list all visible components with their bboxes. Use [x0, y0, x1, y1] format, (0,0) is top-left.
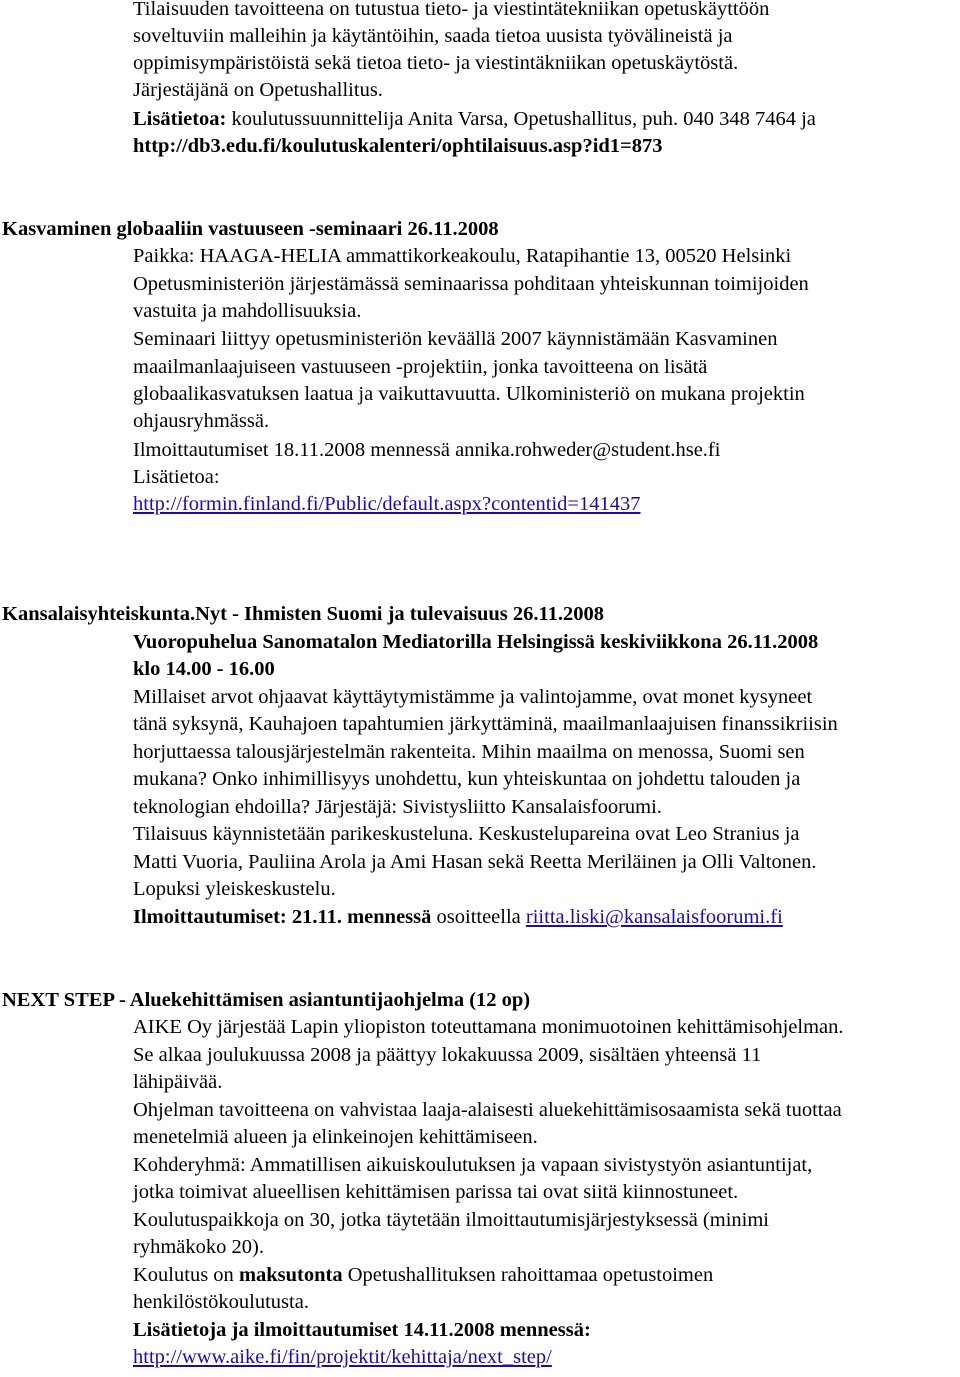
intro-text-line: Järjestäjänä on Opetushallitus.: [133, 79, 383, 101]
event3-text-line: AIKE Oy järjestää Lapin yliopiston toteuttamana monimuotoinen kehittämisohjelman.: [133, 1016, 844, 1038]
intro-text-line: oppimisympäristöistä sekä tietoa tieto- ja viestintäkniikan opetuskäytöstä.: [133, 52, 739, 74]
event3-text-line: henkilöstökoulutusta.: [133, 1291, 309, 1313]
event2-title: Kansalaisyhteiskunta.Nyt - Ihmisten Suomi ja tulevaisuus 26.11.2008: [2, 603, 605, 625]
event1-link[interactable]: http://formin.finland.fi/Public/default.aspx?contentid=141437: [133, 493, 641, 515]
event2-registration: [133, 904, 783, 931]
event2-text-line: teknologian ehdoilla? Järjestäjä: Sivistysliitto Kansalaisfoorumi.: [133, 796, 662, 818]
event1-text-line: globaalikasvatuksen laatua ja vaikuttavuutta. Ulkoministeriö on mukana projektin: [133, 383, 805, 405]
event2-text-line: mukana? Onko inhimillisyys unohdettu, kun yhteiskuntaa on johdettu talouden ja: [133, 768, 801, 790]
event3-registration: Lisätietoja ja ilmoittautumiset 14.11.2008 mennessä:: [133, 1319, 591, 1341]
event2-registration-label: Ilmoittautumiset: 21.11. mennessä: [133, 906, 432, 928]
event2-text-line: Lopuksi yleiskeskustelu.: [133, 878, 336, 900]
event3-text-line: Ohjelman tavoitteena on vahvistaa laaja-alaisesti aluekehittämisosaamista sekä tuottaa: [133, 1099, 842, 1121]
event1-text-line: maailmanlaajuiseen vastuuseen -projektiin, jonka tavoitteena on lisätä: [133, 356, 708, 378]
event3-cost-text: Koulutus on: [133, 1264, 239, 1286]
event1-info-label: Lisätietoa:: [133, 466, 220, 488]
event2-text-line: Millaiset arvot ohjaavat käyttäytymistämme ja valintojamme, ovat monet kysyneet: [133, 686, 813, 708]
event2-text-line: horjuttaessa talousjärjestelmän rakenteita. Mihin maailma on menossa, Suomi sen: [133, 741, 805, 763]
event3-text-line: Kohderyhmä: Ammatillisen aikuiskoulutuksen ja vapaan sivistystyön asiantuntijat,: [133, 1154, 813, 1176]
event3-cost-text-rest: Opetushallituksen rahoittamaa opetustoimen: [342, 1264, 714, 1286]
event3-text-line: ryhmäkoko 20).: [133, 1236, 264, 1258]
intro-link[interactable]: http://db3.edu.fi/koulutuskalenteri/ophtilaisuus.asp?id1=873: [133, 135, 663, 157]
event3-text-line: jotka toimivat alueellisen kehittämisen parissa tai ovat siitä kiinnostuneet.: [133, 1181, 739, 1203]
event1-text-line: vastuita ja mahdollisuuksia.: [133, 300, 362, 322]
event2-email-link[interactable]: riitta.liski@kansalaisfoorumi.fi: [525, 906, 783, 928]
intro-info-line: [133, 106, 816, 133]
event2-subtitle: klo 14.00 - 16.00: [133, 658, 275, 680]
event2-text-line: tänä syksynä, Kauhajoen tapahtumien järkyttäminä, maailmanlaajuisen finanssikriisin: [133, 713, 838, 735]
intro-text-line: Tilaisuuden tavoitteena on tutustua tieto- ja viestintätekniikan opetuskäyttöön: [133, 0, 770, 20]
event1-text-line: Seminaari liittyy opetusministeriön keväällä 2007 käynnistämään Kasvaminen: [133, 328, 778, 350]
event3-title: NEXT STEP - Aluekehittämisen asiantuntijaohjelma (12 op): [2, 989, 531, 1011]
event2-text-line: Tilaisuus käynnistetään parikeskusteluna. Keskustelupareina ovat Leo Stranius ja: [133, 823, 800, 845]
event2-text-line: Matti Vuoria, Pauliina Arola ja Ami Hasan sekä Reetta Meriläinen ja Olli Valtonen.: [133, 851, 817, 873]
event3-text-line: Se alkaa joulukuussa 2008 ja päättyy lokakuussa 2009, sisältäen yhteensä 11: [133, 1044, 762, 1066]
event3-text-line: lähipäivää.: [133, 1071, 223, 1093]
event1-text-line: Opetusministeriön järjestämässä seminaarissa pohditaan yhteiskunnan toimijoiden: [133, 273, 809, 295]
event3-cost-bold: maksutonta: [238, 1264, 343, 1286]
event1-title: Kasvaminen globaaliin vastuuseen -seminaari 26.11.2008: [2, 218, 499, 240]
event2-subtitle: Vuoropuhelua Sanomatalon Mediatorilla Helsingissä keskiviikkona 26.11.2008: [133, 631, 819, 653]
event1-registration: Ilmoittautumiset 18.11.2008 mennessä annika.rohweder@student.hse.fi: [133, 439, 721, 461]
event3-text-line: Koulutuspaikkoja on 30, jotka täytetään ilmoittautumisjärjestyksessä (minimi: [133, 1209, 769, 1231]
event3-link[interactable]: http://www.aike.fi/fin/projektit/kehittaja/next_step/: [133, 1346, 552, 1368]
event3-text-line: [133, 1262, 713, 1289]
intro-info-label: Lisätietoa:: [133, 108, 227, 130]
event2-registration-text: osoitteella: [431, 906, 526, 928]
intro-info-text: koulutussuunnittelija Anita Varsa, Opetushallitus, puh. 040 348 7464 ja: [226, 108, 816, 130]
event1-text-line: Paikka: HAAGA-HELIA ammattikorkeakoulu, Ratapihantie 13, 00520 Helsinki: [133, 245, 792, 267]
intro-text-line: soveltuviin malleihin ja käytäntöihin, saada tietoa uusista työvälineistä ja: [133, 25, 733, 47]
event3-text-line: menetelmiä alueen ja elinkeinojen kehittämiseen.: [133, 1126, 538, 1148]
event1-text-line: ohjausryhmässä.: [133, 410, 270, 432]
